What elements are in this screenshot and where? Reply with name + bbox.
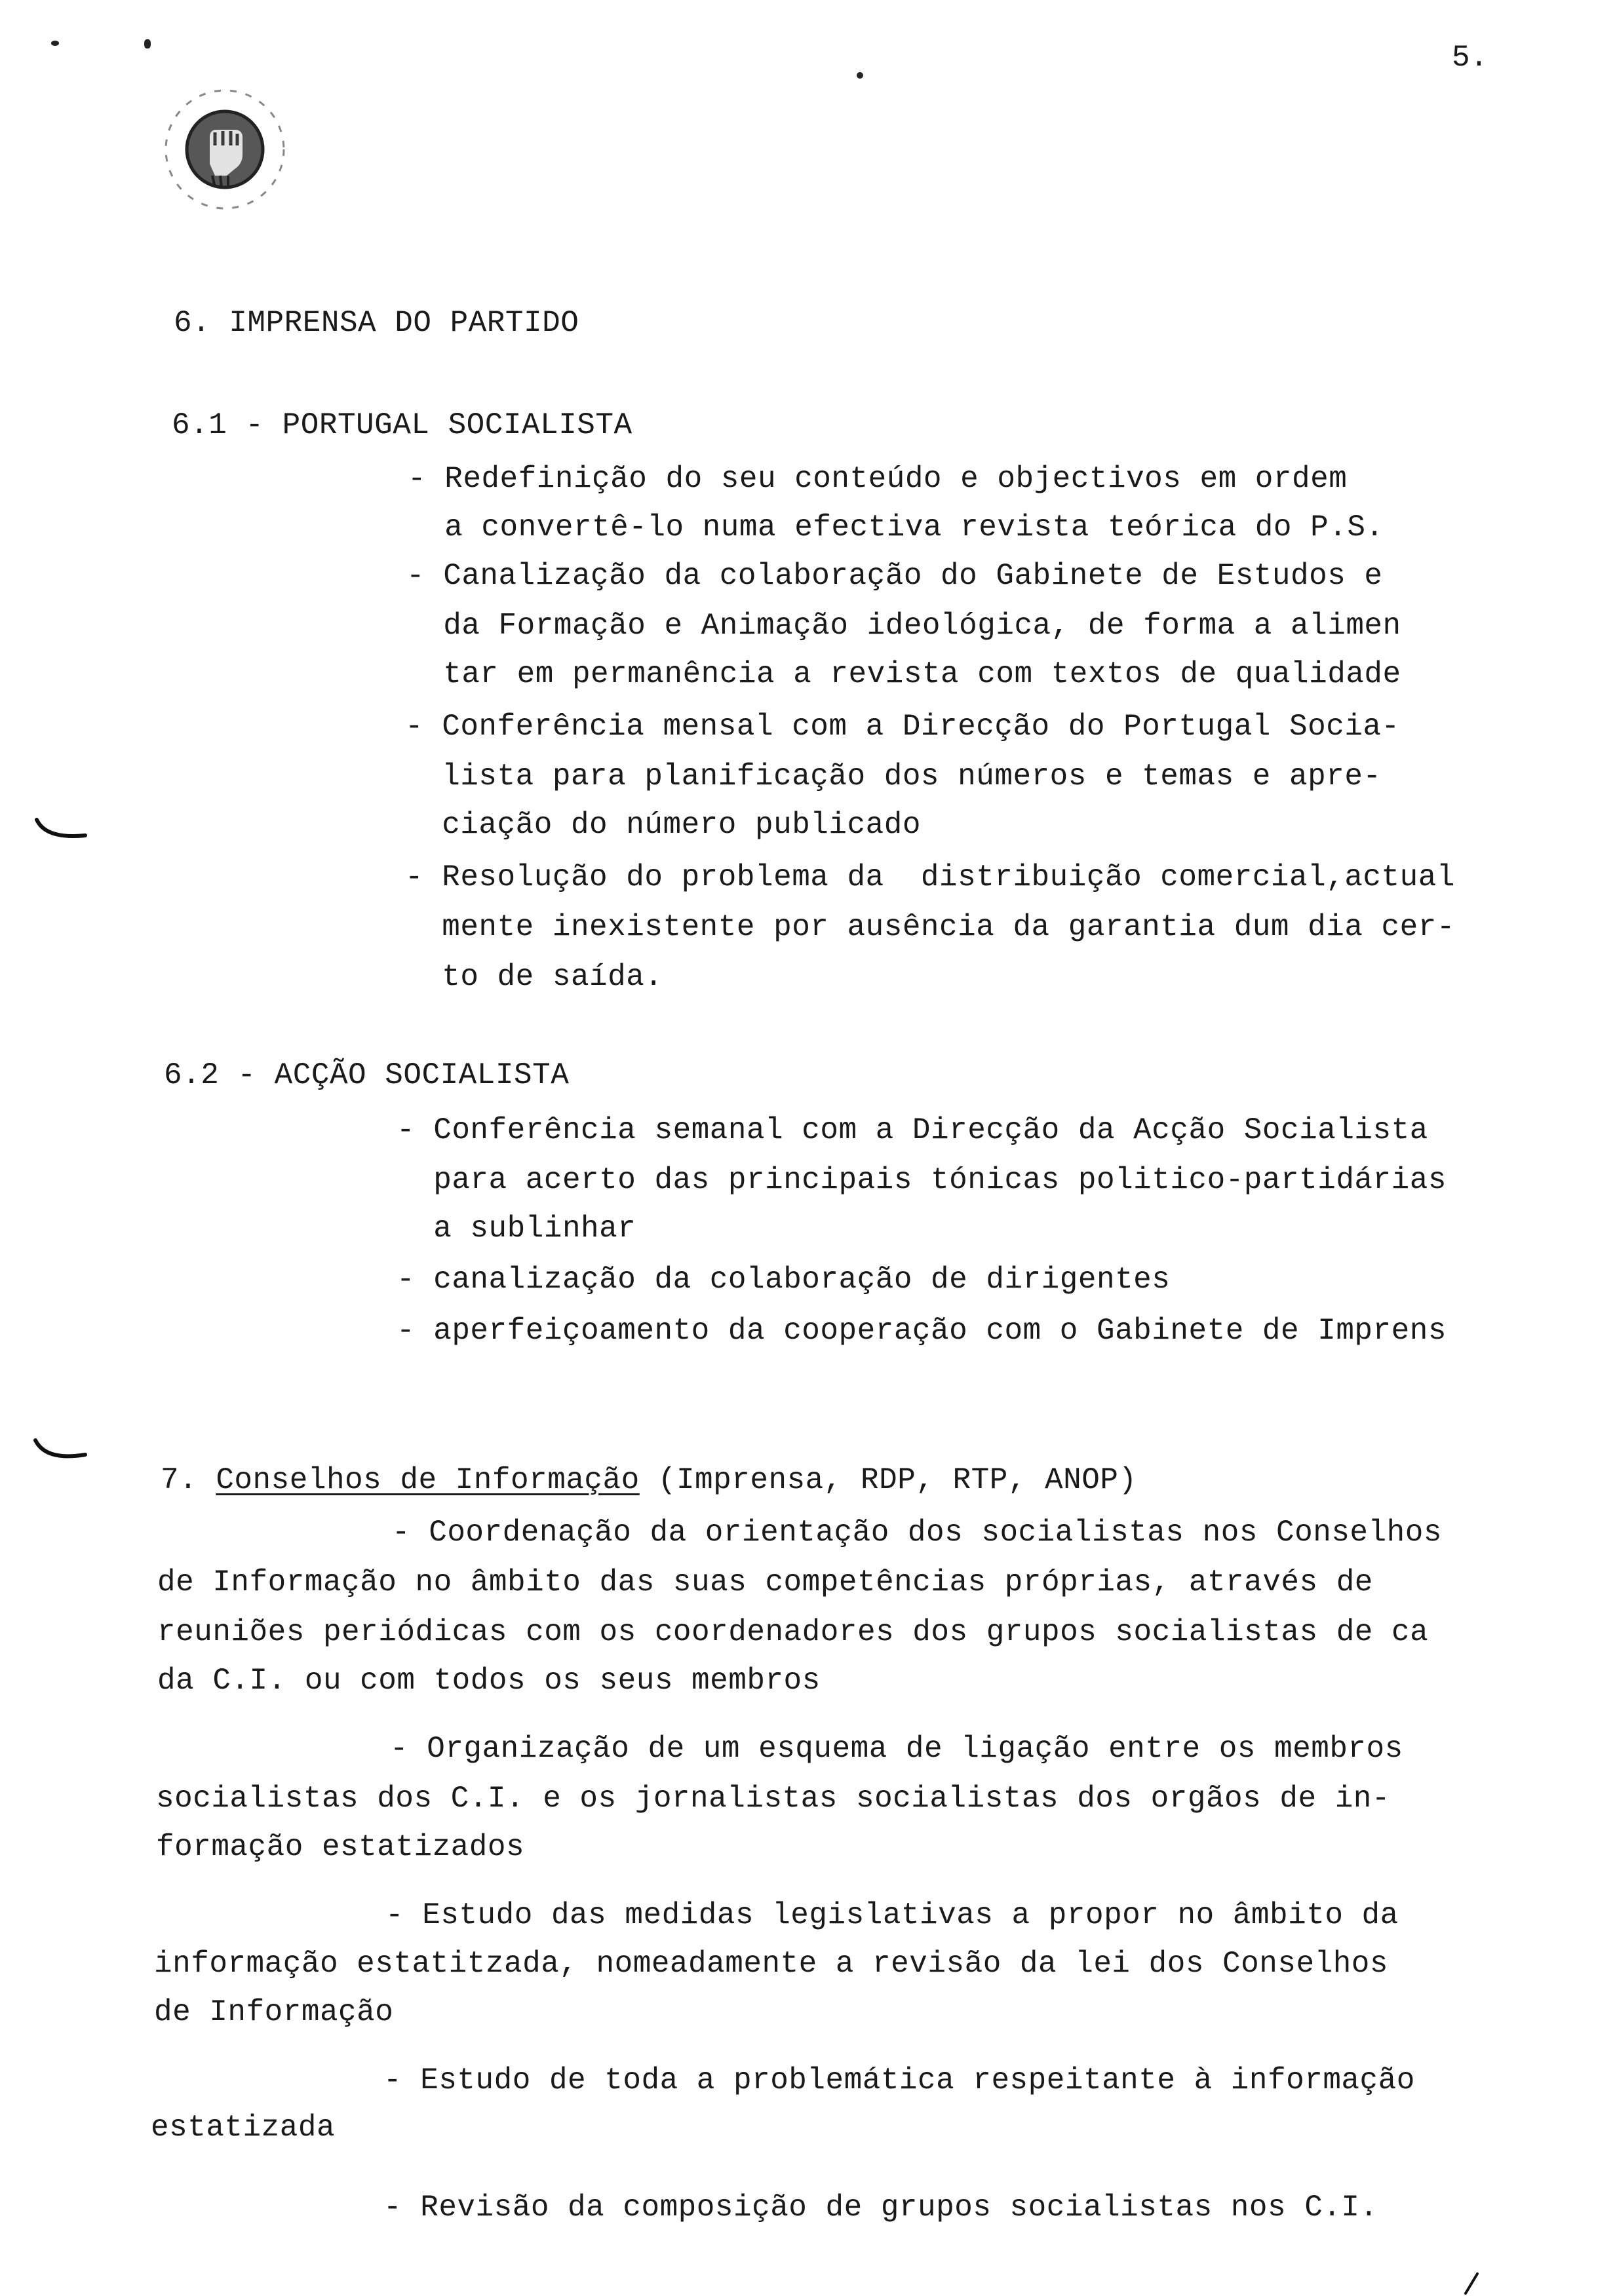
paragraph-line: estatizada bbox=[151, 2111, 336, 2145]
paragraph-first-line: - Estudo das medidas legislativas a propor no âmbito da bbox=[385, 1898, 1399, 1932]
paragraph-line: de Informação bbox=[154, 1995, 394, 2029]
list-line: - Resolução do problema da distribuição comercial,actual bbox=[405, 860, 1455, 894]
list-line: tar em permanência a revista com textos de qualidade bbox=[406, 657, 1401, 691]
list-line: a convertê-lo numa efectiva revista teórica do P.S. bbox=[408, 510, 1384, 545]
section-6-heading: 6. IMPRENSA DO PARTIDO bbox=[174, 306, 579, 340]
section-6-2-heading: 6.2 - ACÇÃO SOCIALISTA bbox=[164, 1058, 570, 1092]
paragraph-first-line: - Estudo de toda a problemática respeitante à informação bbox=[383, 2063, 1415, 2097]
margin-check-mark bbox=[31, 1436, 90, 1469]
section-7-title: Conselhos de Informação bbox=[216, 1463, 640, 1497]
page-number: 5. bbox=[1452, 41, 1489, 75]
list-line: - Redefinição do seu conteúdo e objectivos em ordem bbox=[408, 462, 1348, 496]
paragraph-first-line: - Coordenação da orientação dos socialistas nos Conselhos bbox=[392, 1516, 1442, 1550]
list-line: da Formação e Animação ideológica, de forma a alimen bbox=[406, 609, 1401, 643]
paragraph-line: reuniões periódicas com os coordenadores dos grupos socialistas de ca bbox=[157, 1615, 1429, 1649]
section-7-title-suffix: (Imprensa, RDP, RTP, ANOP) bbox=[657, 1463, 1137, 1497]
continuation-slash-mark bbox=[1462, 2272, 1481, 2295]
list-line: - Conferência semanal com a Direcção da Acção Socialista bbox=[397, 1113, 1428, 1147]
paragraph-first-line: - Organização de um esquema de ligação entre os membros bbox=[390, 1732, 1403, 1766]
party-logo bbox=[149, 77, 333, 228]
list-line: - Canalização da colaboração do Gabinete de Estudos e bbox=[406, 559, 1383, 593]
list-line: - aperfeiçoamento da cooperação com o Gabinete de Imprens bbox=[397, 1314, 1447, 1348]
paragraph-line: informação estatitzada, nomeadamente a revisão da lei dos Conselhos bbox=[154, 1947, 1389, 1981]
speck-mark bbox=[51, 41, 59, 46]
section-6-1-heading: 6.1 - PORTUGAL SOCIALISTA bbox=[172, 408, 632, 442]
list-line: lista para planificação dos números e temas e apre- bbox=[405, 759, 1382, 794]
list-line: a sublinhar bbox=[397, 1212, 636, 1246]
paragraph-line: formação estatizados bbox=[156, 1830, 525, 1864]
list-line: to de saída. bbox=[405, 960, 663, 994]
socialist-fist-seal-icon bbox=[149, 77, 333, 228]
section-7-number: 7. bbox=[161, 1463, 198, 1497]
list-line: - Conferência mensal com a Direcção do Portugal Socia- bbox=[405, 710, 1400, 744]
paragraph-line: de Informação no âmbito das suas competências próprias, através de bbox=[157, 1565, 1373, 1599]
paragraph-line: da C.I. ou com todos os seus membros bbox=[157, 1664, 821, 1698]
paragraph-first-line: - Revisão da composição de grupos socialistas nos C.I. bbox=[383, 2191, 1378, 2225]
list-line: - canalização da colaboração de dirigentes bbox=[397, 1263, 1171, 1297]
paragraph-line: socialistas dos C.I. e os jornalistas socialistas dos orgãos de in- bbox=[156, 1782, 1391, 1816]
speck-mark bbox=[857, 72, 863, 79]
speck-mark bbox=[144, 39, 151, 48]
list-line: para acerto das principais tónicas politico-partidárias bbox=[397, 1163, 1447, 1197]
list-line: mente inexistente por ausência da garantia dum dia cer- bbox=[405, 910, 1455, 944]
section-7-heading bbox=[161, 1456, 1137, 1504]
margin-check-mark bbox=[33, 816, 92, 849]
list-line: ciação do número publicado bbox=[405, 808, 921, 842]
